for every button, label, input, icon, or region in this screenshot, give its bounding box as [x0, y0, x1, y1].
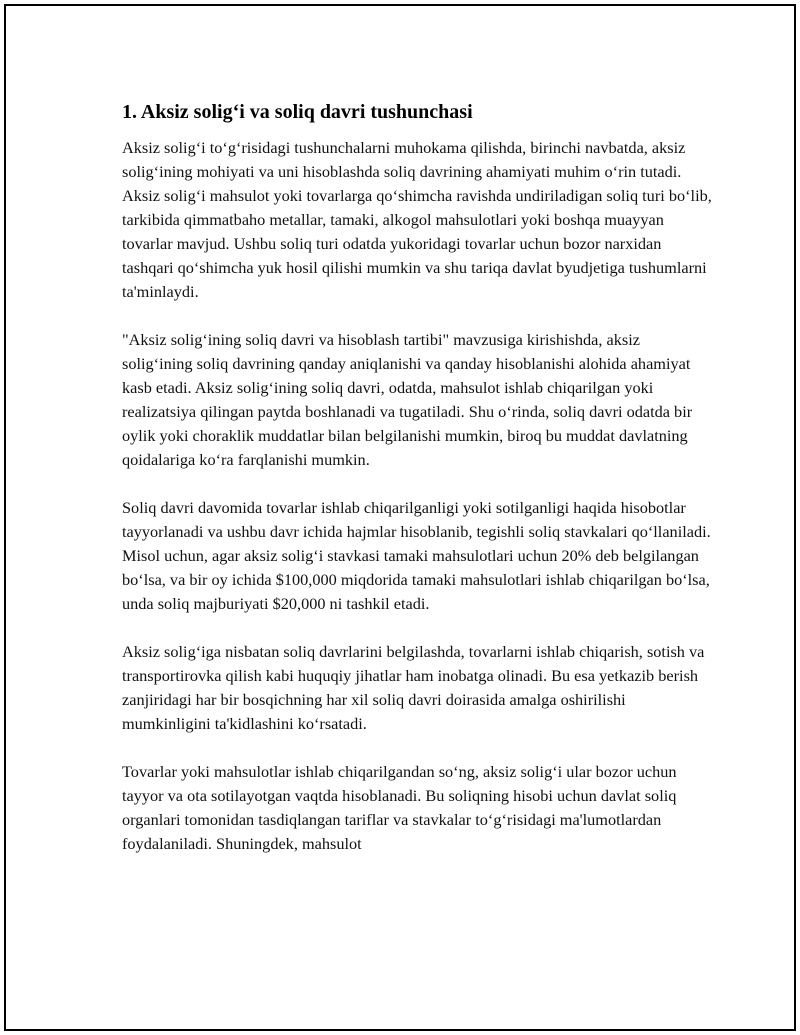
paragraph-4: Aksiz solig‘iga nisbatan soliq davrlarini belgilashda, tovarlarni ishlab chiqarish, sotish va transportirovka qilish kabi huquqiy jihatlar ham inobatga olinadi. Bu esa yetkazib berish zanjiridagi har bir bosqichning har xil soliq davri doirasida amalga oshirilishi mumkinligini ta'kidlashini ko‘rsatadi. [122, 642, 705, 733]
paragraph-1: Aksiz solig‘i to‘g‘risidagi tushunchalarni muhokama qilishda, birinchi navbatda, aksiz solig‘ining mohiyati va uni hisoblashda soliq davrining ahamiyati muhim o‘rin tutadi. Aksiz solig‘i mahsulot yoki tovarlarga qo‘shimcha ravishda undiriladigan soliq turi bo‘lib, tarkibida qimmatbaho metallar, tamaki, alkogol mahsulotlari yoki boshqa muayyan tovarlar mavjud. Ushbu soliq turi odatda yukoridagi tovarlar uchun bozor narxidan tashqari qo‘shimcha yuk hosil qilishi mumkin va shu tariqa davlat byudjetiga tushumlarni ta'minlaydi. [122, 138, 712, 301]
paragraph-3: Soliq davri davomida tovarlar ishlab chiqarilganligi yoki sotilganligi haqida hisobotlar tayyorlanadi va ushbu davr ichida hajmlar hisoblanib, tegishli soliq stavkalari qo‘llaniladi. Misol uchun, agar aksiz solig‘i stavkasi tamaki mahsulotlari uchun 20% deb belgilangan bo‘lsa, va bir oy ichida $100,000 miqdorida tamaki mahsulotlari ishlab chiqarilgan bo‘lsa, unda soliq majburiyati $20,000 ni tashkil etadi. [122, 498, 711, 613]
document-page [4, 4, 796, 1031]
paragraph-2: "Aksiz solig‘ining soliq davri va hisoblash tartibi" mavzusiga kirishishda, aksiz solig‘ining soliq davrining qanday aniqlanishi va qanday hisoblanishi alohida ahamiyat kasb etadi. Aksiz solig‘ining soliq davri, odatda, mahsulot ishlab chiqarilgan yoki realizatsiya qilingan paytda boshlanadi va tugatiladi. Shu o‘rinda, soliq davri odatda bir oylik yoki choraklik muddatlar bilan belgilanishi mumkin, biroq bu muddat davlatning qoidalariga ko‘ra farqlanishi mumkin. [122, 330, 693, 469]
document-body [122, 98, 712, 880]
section-heading: 1. Aksiz solig‘i va soliq davri tushunchasi [122, 101, 473, 123]
paragraph-5: Tovarlar yoki mahsulotlar ishlab chiqarilgandan so‘ng, aksiz solig‘i ular bozor uchun tayyor va ota sotilayotgan vaqtda hisoblanadi. Bu soliqning hisobi uchun davlat soliq organlari tomonidan tasdiqlangan tariflar va stavkalar to‘g‘risidagi ma'lumotlardan foydalaniladi. Shuningdek, mahsulot [122, 762, 677, 853]
